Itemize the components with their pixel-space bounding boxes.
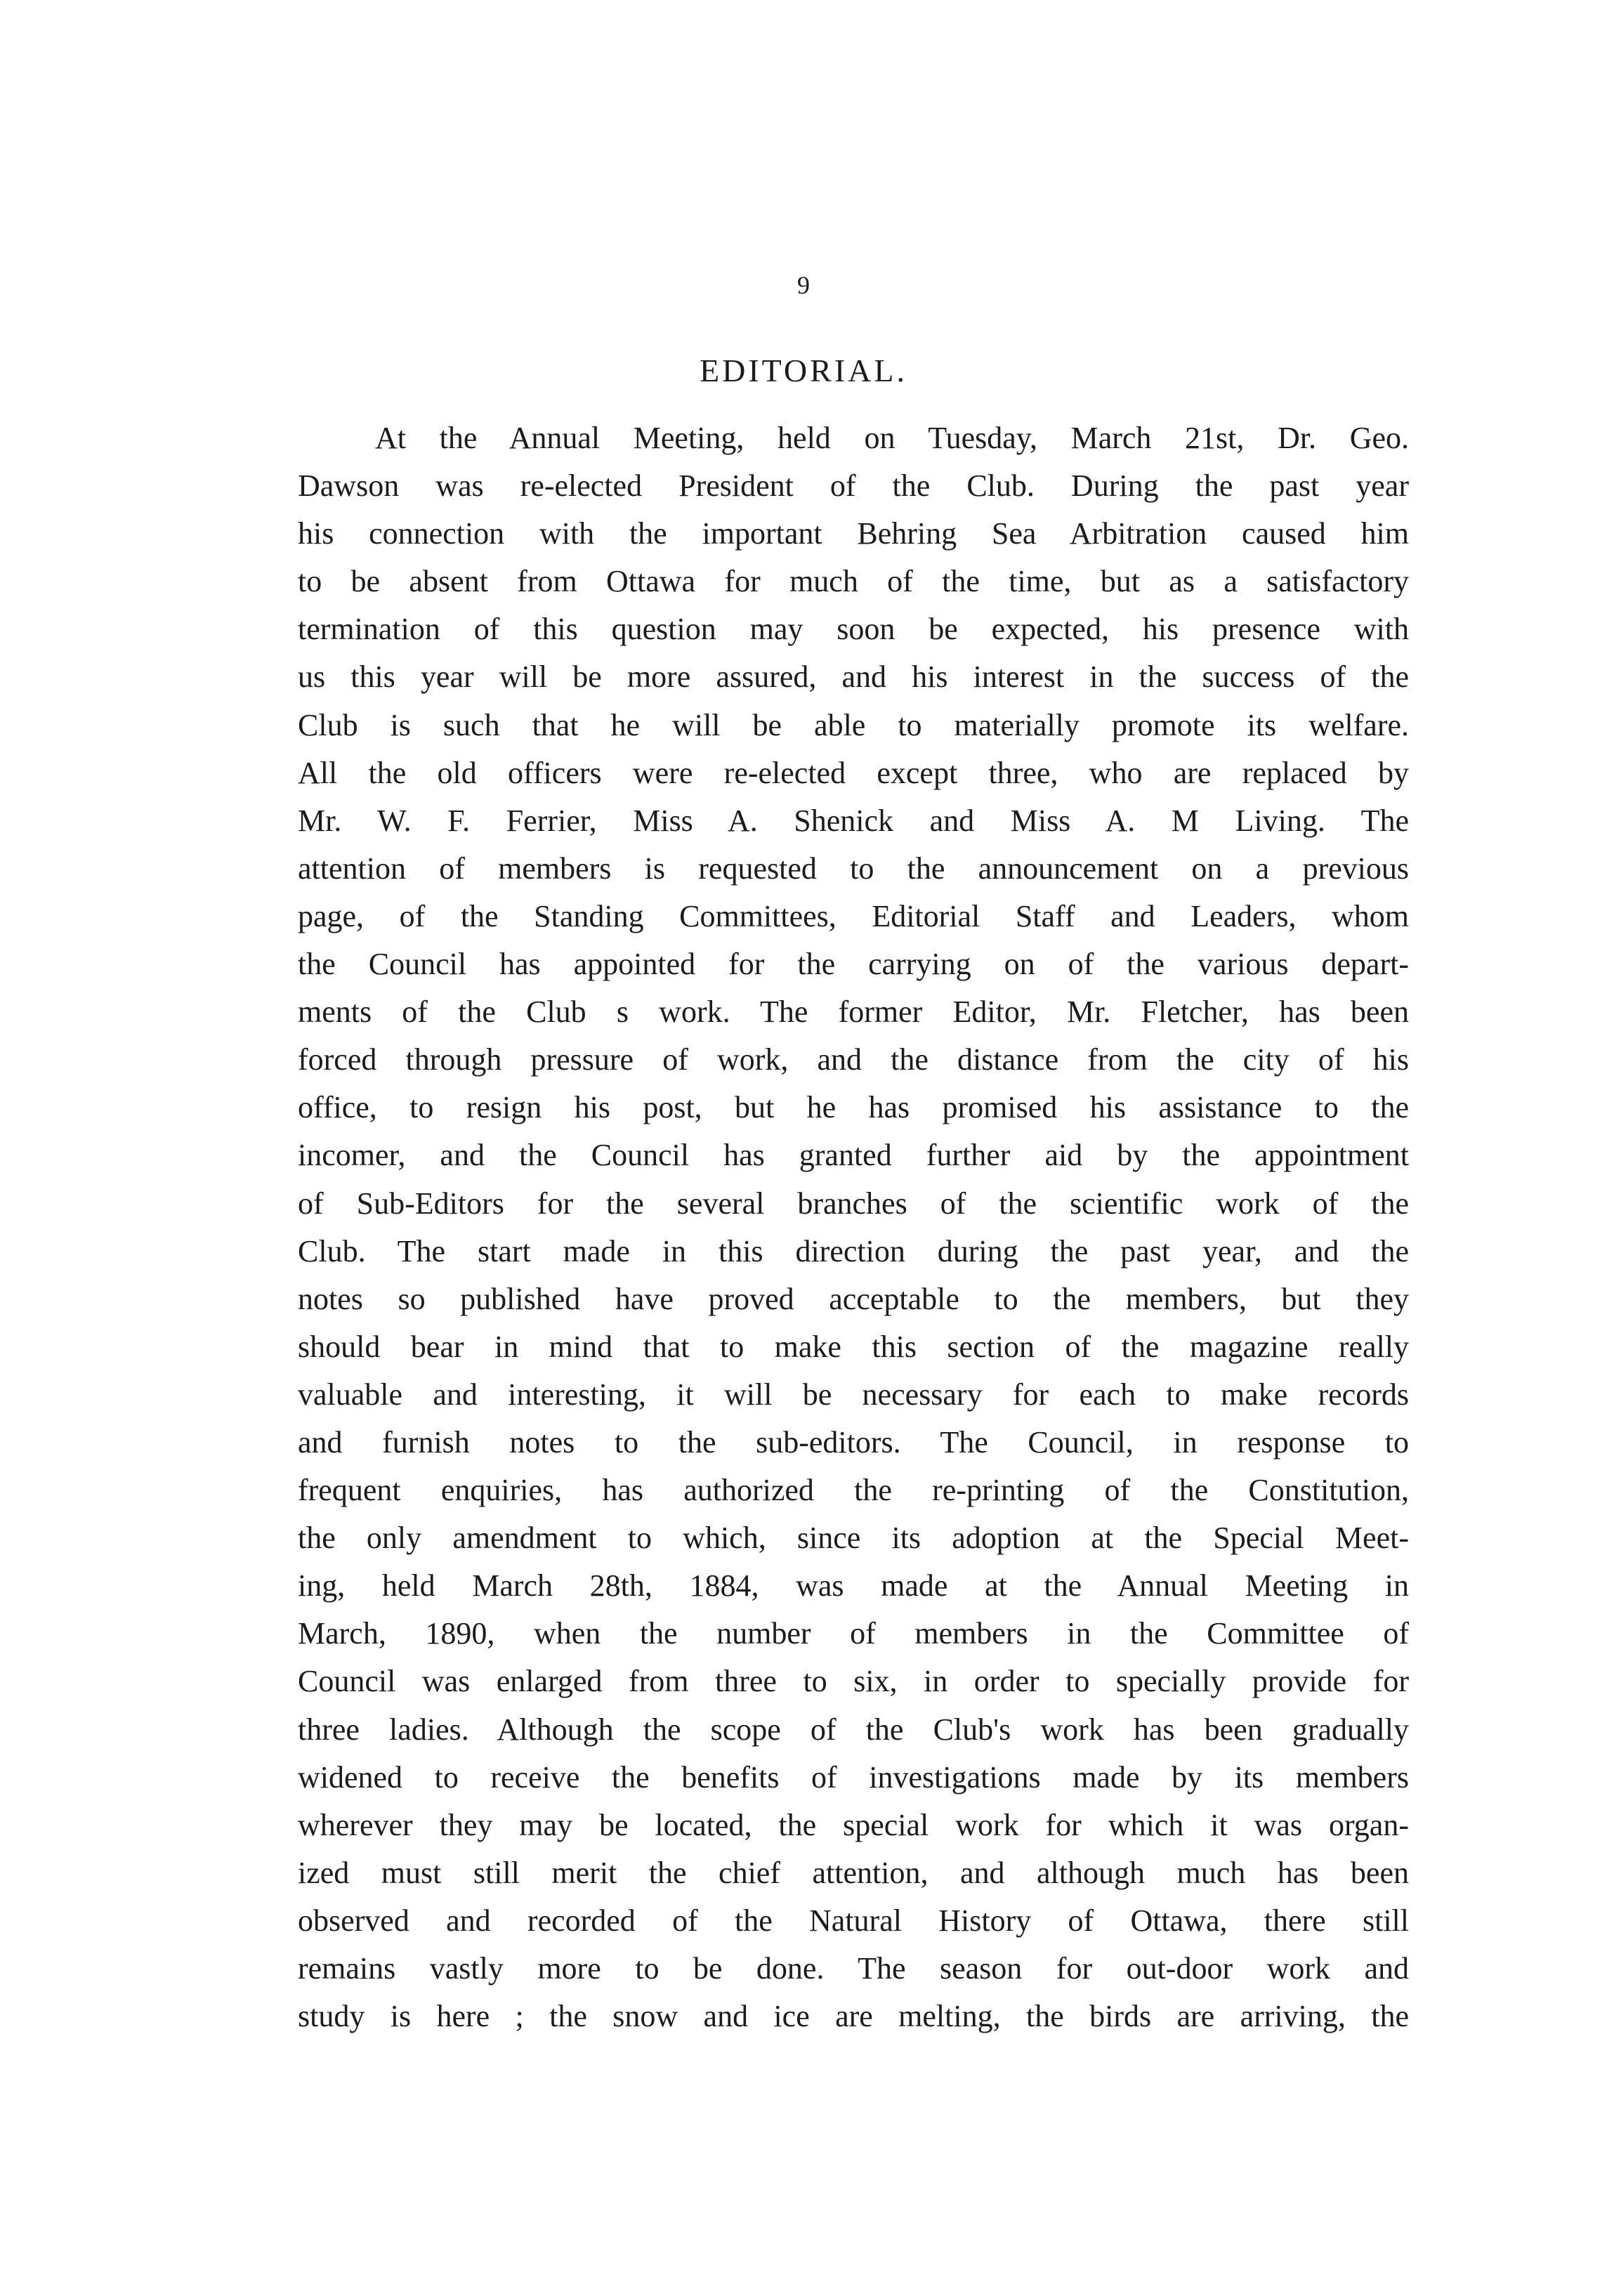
section-heading: EDITORIAL. xyxy=(700,353,907,388)
page-number: 9 xyxy=(797,271,810,299)
text-line: his connection with the important Behring Sea Arbitration caused him xyxy=(298,516,1409,551)
text-line: Club is such that he will be able to materially promote its welfare. xyxy=(298,707,1409,742)
text-line: Council was enlarged from three to six, in order to specially provide for xyxy=(298,1664,1409,1699)
text-line: widened to receive the benefits of investigations made by its members xyxy=(298,1759,1409,1795)
text-line: incomer, and the Council has granted further aid by the appointment xyxy=(298,1138,1409,1173)
text-line: three ladies. Although the scope of the Club's work has been gradually xyxy=(298,1712,1409,1747)
text-line: At the Annual Meeting, held on Tuesday, March 21st, Dr. Geo. xyxy=(375,421,1409,455)
text-line: and furnish notes to the sub-editors. The Council, in response to xyxy=(298,1424,1409,1459)
text-line: frequent enquiries, has authorized the re-printing of the Constitution, xyxy=(298,1473,1409,1508)
text-line: Club. The start made in this direction during the past year, and the xyxy=(298,1233,1409,1268)
text-line: attention of members is requested to the announcement on a previous xyxy=(298,851,1409,886)
text-line: of Sub-Editors for the several branches of the scientific work of the xyxy=(298,1186,1409,1221)
text-line: to be absent from Ottawa for much of the time, but as a satisfactory xyxy=(298,564,1409,599)
text-line: should bear in mind that to make this section of the magazine really xyxy=(298,1329,1409,1364)
text-line: wherever they may be located, the special work for which it was organ- xyxy=(298,1807,1409,1842)
text-line: Dawson was re-elected President of the Club. During the past year xyxy=(298,468,1409,504)
text-line: the only amendment to which, since its adoption at the Special Meet- xyxy=(298,1521,1409,1556)
text-line: March, 1890, when the number of members in the Committee of xyxy=(298,1616,1409,1651)
article-body xyxy=(298,414,1409,2040)
text-line: ing, held March 28th, 1884, was made at the Annual Meeting in xyxy=(298,1568,1409,1603)
text-line: All the old officers were re-elected except three, who are replaced by xyxy=(298,755,1409,790)
text-line: notes so published have proved acceptable to the members, but they xyxy=(298,1281,1409,1316)
text-line: valuable and interesting, it will be necessary for each to make records xyxy=(298,1377,1409,1412)
text-line: study is here ; the snow and ice are melting, the birds are arriving, the xyxy=(298,1999,1409,2034)
text-line: observed and recorded of the Natural History of Ottawa, there still xyxy=(298,1903,1409,1938)
text-line: remains vastly more to be done. The season for out-door work and xyxy=(298,1951,1409,1986)
text-line: forced through pressure of work, and the distance from the city of his xyxy=(298,1042,1409,1077)
text-line: page, of the Standing Committees, Editorial Staff and Leaders, whom xyxy=(298,898,1409,933)
text-line: Mr. W. F. Ferrier, Miss A. Shenick and Miss A. M Living. The xyxy=(298,803,1409,838)
text-line: us this year will be more assured, and his interest in the success of the xyxy=(298,660,1409,695)
text-line: ized must still merit the chief attention, and although much has been xyxy=(298,1855,1409,1890)
text-line: the Council has appointed for the carrying on of the various depart- xyxy=(298,947,1409,982)
text-line: termination of this question may soon be expected, his presence with xyxy=(298,612,1409,647)
text-line: office, to resign his post, but he has promised his assistance to the xyxy=(298,1090,1409,1125)
text-line: ments of the Club s work. The former Editor, Mr. Fletcher, has been xyxy=(298,995,1409,1030)
